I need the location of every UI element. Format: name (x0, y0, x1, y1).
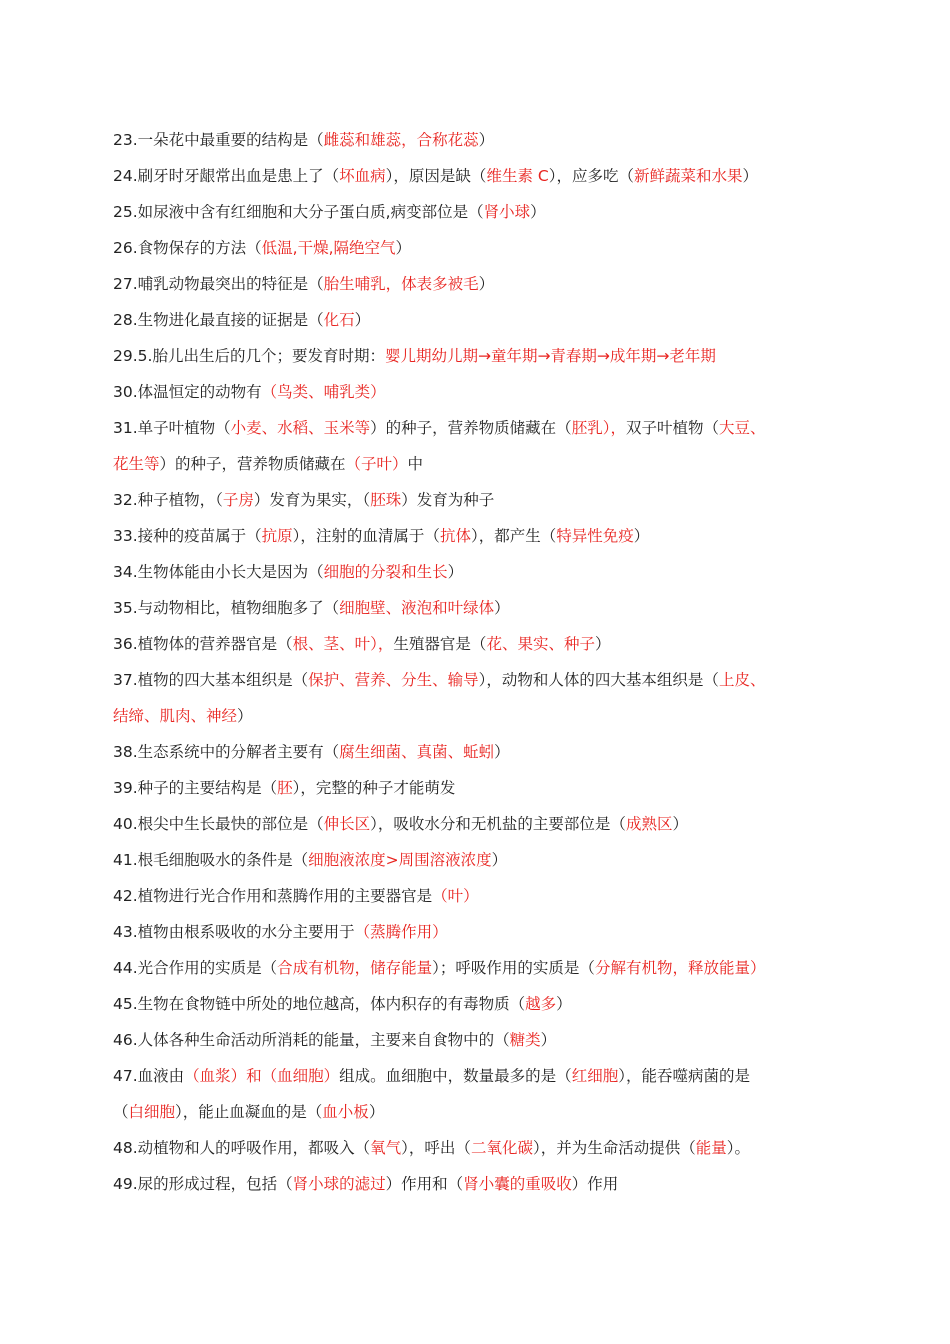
answer-text: 坏血病 (339, 167, 386, 185)
answer-text: 上皮、 (718, 671, 766, 689)
document-body (113, 122, 843, 1202)
text-line (113, 518, 843, 554)
answer-text: 结缔、肌肉、神经 (113, 707, 238, 725)
question-text: 43.植物由根系吸收的水分主要用于 (113, 923, 355, 941)
question-text: ） (491, 851, 508, 869)
question-text: ）的种子，营养物质储藏在（ (370, 419, 572, 437)
answer-text: 维生素 C (486, 167, 549, 185)
question-text: 31.单子叶植物（ (113, 419, 231, 437)
answer-text: 糖类 (509, 1031, 541, 1049)
question-text: 42.植物进行光合作用和蒸腾作用的主要器官是 (113, 887, 433, 905)
question-text: ） (742, 167, 758, 185)
question-text: ），吸收水分和无机盐的主要部位是（ (370, 815, 626, 833)
answer-text: 雌蕊和雄蕊，合称花蕊 (323, 131, 479, 149)
question-text: ），完整的种子才能萌发 (292, 779, 456, 797)
text-line (113, 1166, 843, 1202)
answer-text: 肾小球的滤过 (292, 1175, 386, 1193)
answer-text: 大豆、 (718, 419, 766, 437)
answer-text: 化石 (323, 311, 355, 329)
question-text: 29.5.胎儿出生后的几个；要发育时期： (113, 347, 385, 365)
question-text: （ (113, 1103, 129, 1121)
answer-text: 特异性免疫 (556, 527, 634, 545)
text-line (113, 1058, 843, 1094)
text-line (113, 122, 843, 158)
text-line (113, 230, 843, 266)
question-text: ） (530, 203, 546, 221)
question-text: ）。 (726, 1139, 750, 1157)
question-text: ），都产生（ (470, 527, 557, 545)
text-line (113, 734, 843, 770)
answer-text: 成熟区 (625, 815, 673, 833)
answer-text: 抗体 (439, 527, 471, 545)
question-text: 49.尿的形成过程，包括（ (113, 1175, 293, 1193)
answer-text: 细胞壁、液泡和叶绿体 (339, 599, 495, 617)
question-text: 组成。血细胞中，数量最多的是（ (339, 1067, 572, 1085)
question-text: ），动物和人体的四大基本组织是（ (478, 671, 719, 689)
answer-text: 二氧化碳 (470, 1139, 533, 1157)
question-text: 34.生物体能由小长大是因为（ (113, 563, 324, 581)
question-text: ） (556, 995, 572, 1013)
question-text: 35.与动物相比，植物细胞多了（ (113, 599, 340, 617)
question-text: 45.生物在食物链中所处的地位越高，体内积存的有毒物质（ (113, 995, 526, 1013)
text-line (113, 1094, 843, 1130)
text-line (113, 1022, 843, 1058)
answer-text: 白细胞 (128, 1103, 176, 1121)
text-line (113, 410, 843, 446)
answer-text: 新鲜蔬菜和水果 (633, 167, 743, 185)
answer-text: （叶） (432, 887, 479, 905)
question-text: 38.生态系统中的分解者主要有（ (113, 743, 340, 761)
answer-text: 婴儿期幼儿期→童年期→青春期→成年期→老年期 (384, 347, 716, 365)
answer-text: 胚乳）， (571, 419, 626, 437)
answer-text: 氧气 (370, 1139, 402, 1157)
answer-text: 能量 (695, 1139, 727, 1157)
text-line (113, 950, 843, 986)
text-line (113, 842, 843, 878)
question-text: ）作用和（ (385, 1175, 464, 1193)
question-text: 27.哺乳动物最突出的特征是（ (113, 275, 324, 293)
answer-text: 低温,干燥,隔绝空气 (261, 239, 396, 257)
question-text: ）作用 (571, 1175, 619, 1193)
answer-text: 细胞的分裂和生长 (323, 563, 448, 581)
text-line (113, 662, 843, 698)
question-text: ）发育为果实，（ (253, 491, 371, 509)
text-line (113, 770, 843, 806)
question-text: 25.如尿液中含有红细胞和大分子蛋白质,病变部位是（ (113, 203, 484, 221)
question-text: 双子叶植物（ (625, 419, 719, 437)
text-line (113, 266, 843, 302)
question-text: 生殖器官是（ (393, 635, 487, 653)
text-line (113, 158, 843, 194)
question-text: 30.体温恒定的动物有 (113, 383, 262, 401)
answer-text: 合成有机物，储存能量 (277, 959, 433, 977)
text-line (113, 302, 843, 338)
question-text: ） (633, 527, 650, 545)
question-text: ） (478, 275, 495, 293)
text-line (113, 338, 843, 374)
question-text: ） (594, 635, 611, 653)
answer-text: 细胞液浓度>周围溶液浓度 (308, 851, 492, 869)
question-text: ） (354, 311, 371, 329)
text-line (113, 878, 843, 914)
question-text: ）的种子，营养物质储藏在 (159, 455, 346, 473)
answer-text: 肾小球 (483, 203, 531, 221)
text-line (113, 986, 843, 1022)
answer-text: 保护、营养、分生、输导 (308, 671, 479, 689)
question-text: ）发育为种子 (401, 491, 495, 509)
question-text: 39.种子的主要结构是（ (113, 779, 278, 797)
question-text: 41.根毛细胞吸水的条件是（ (113, 851, 309, 869)
answer-text: 花生等 (113, 455, 160, 473)
question-text: ），注射的血清属于（ (292, 527, 440, 545)
question-text: 44.光合作用的实质是（ (113, 959, 278, 977)
answer-text: 根、茎、叶）， (292, 635, 394, 653)
answer-text: （蒸腾作用） (354, 923, 448, 941)
answer-text: （鸟类、哺乳类） (261, 383, 386, 401)
question-text: ） (540, 1031, 557, 1049)
text-line (113, 554, 843, 590)
question-text: ） (478, 131, 495, 149)
question-text: ），并为生命活动提供（ (532, 1139, 696, 1157)
question-text: ） (494, 599, 510, 617)
answer-text: 抗原 (261, 527, 293, 545)
question-text: 46.人体各种生命活动所消耗的能量，主要来自食物中的（ (113, 1031, 510, 1049)
text-line (113, 194, 843, 230)
text-line (113, 1130, 843, 1166)
question-text: 47.血液由 (113, 1067, 185, 1085)
question-text: ），能吞噬病菌的是 (618, 1067, 750, 1085)
question-text: 37.植物的四大基本组织是（ (113, 671, 309, 689)
text-line (113, 482, 843, 518)
answer-text: 胚 (277, 779, 293, 797)
text-line (113, 374, 843, 410)
question-text: 26.食物保存的方法（ (113, 239, 262, 257)
answer-text: （子叶） (345, 455, 408, 473)
answer-text: 伸长区 (323, 815, 371, 833)
text-line (113, 626, 843, 662)
answer-text: 小麦、水稻、玉米等 (230, 419, 371, 437)
question-text: 28.生物进化最直接的证据是（ (113, 311, 324, 329)
answer-text: 胚珠 (370, 491, 402, 509)
question-text: 48.动植物和人的呼吸作用，都吸入（ (113, 1139, 371, 1157)
question-text: 23.一朵花中最重要的结构是（ (113, 131, 324, 149)
answer-text: 分解有机物，释放能量） (594, 959, 766, 977)
question-text: ） (494, 743, 510, 761)
question-text: 32.种子植物，（ (113, 491, 223, 509)
answer-text: 红细胞 (571, 1067, 619, 1085)
question-text: ），原因是缺（ (385, 167, 487, 185)
question-text: ） (237, 707, 253, 725)
question-text: 36.植物体的营养器官是（ (113, 635, 293, 653)
answer-text: （血浆）和（血细胞） (184, 1067, 340, 1085)
question-text: 40.根尖中生长最快的部位是（ (113, 815, 324, 833)
answer-text: 子房 (222, 491, 254, 509)
answer-text: 胎生哺乳，体表多被毛 (323, 275, 479, 293)
question-text: ） (672, 815, 688, 833)
text-line (113, 698, 843, 734)
answer-text: 肾小囊的重吸收 (463, 1175, 572, 1193)
text-line (113, 806, 843, 842)
text-line (113, 590, 843, 626)
question-text: ），呼出（ (401, 1139, 471, 1157)
question-text: ） (395, 239, 412, 257)
text-line (113, 914, 843, 950)
answer-text: 血小板 (322, 1103, 369, 1121)
answer-text: 花、果实、种子 (486, 635, 595, 653)
question-text: 24.刷牙时牙龈常出血是患上了（ (113, 167, 340, 185)
answer-text: 越多 (525, 995, 557, 1013)
question-text: 33.接种的疫苗属于（ (113, 527, 262, 545)
answer-text: 腐生细菌、真菌、蚯蚓 (339, 743, 495, 761)
question-text: ） (368, 1103, 385, 1121)
question-text: ），应多吃（ (548, 167, 634, 185)
question-text: ） (447, 563, 464, 581)
text-line (113, 446, 843, 482)
question-text: ）；呼吸作用的实质是（ (432, 959, 595, 977)
question-text: 中 (407, 455, 424, 473)
question-text: ），能止血凝血的是（ (175, 1103, 323, 1121)
